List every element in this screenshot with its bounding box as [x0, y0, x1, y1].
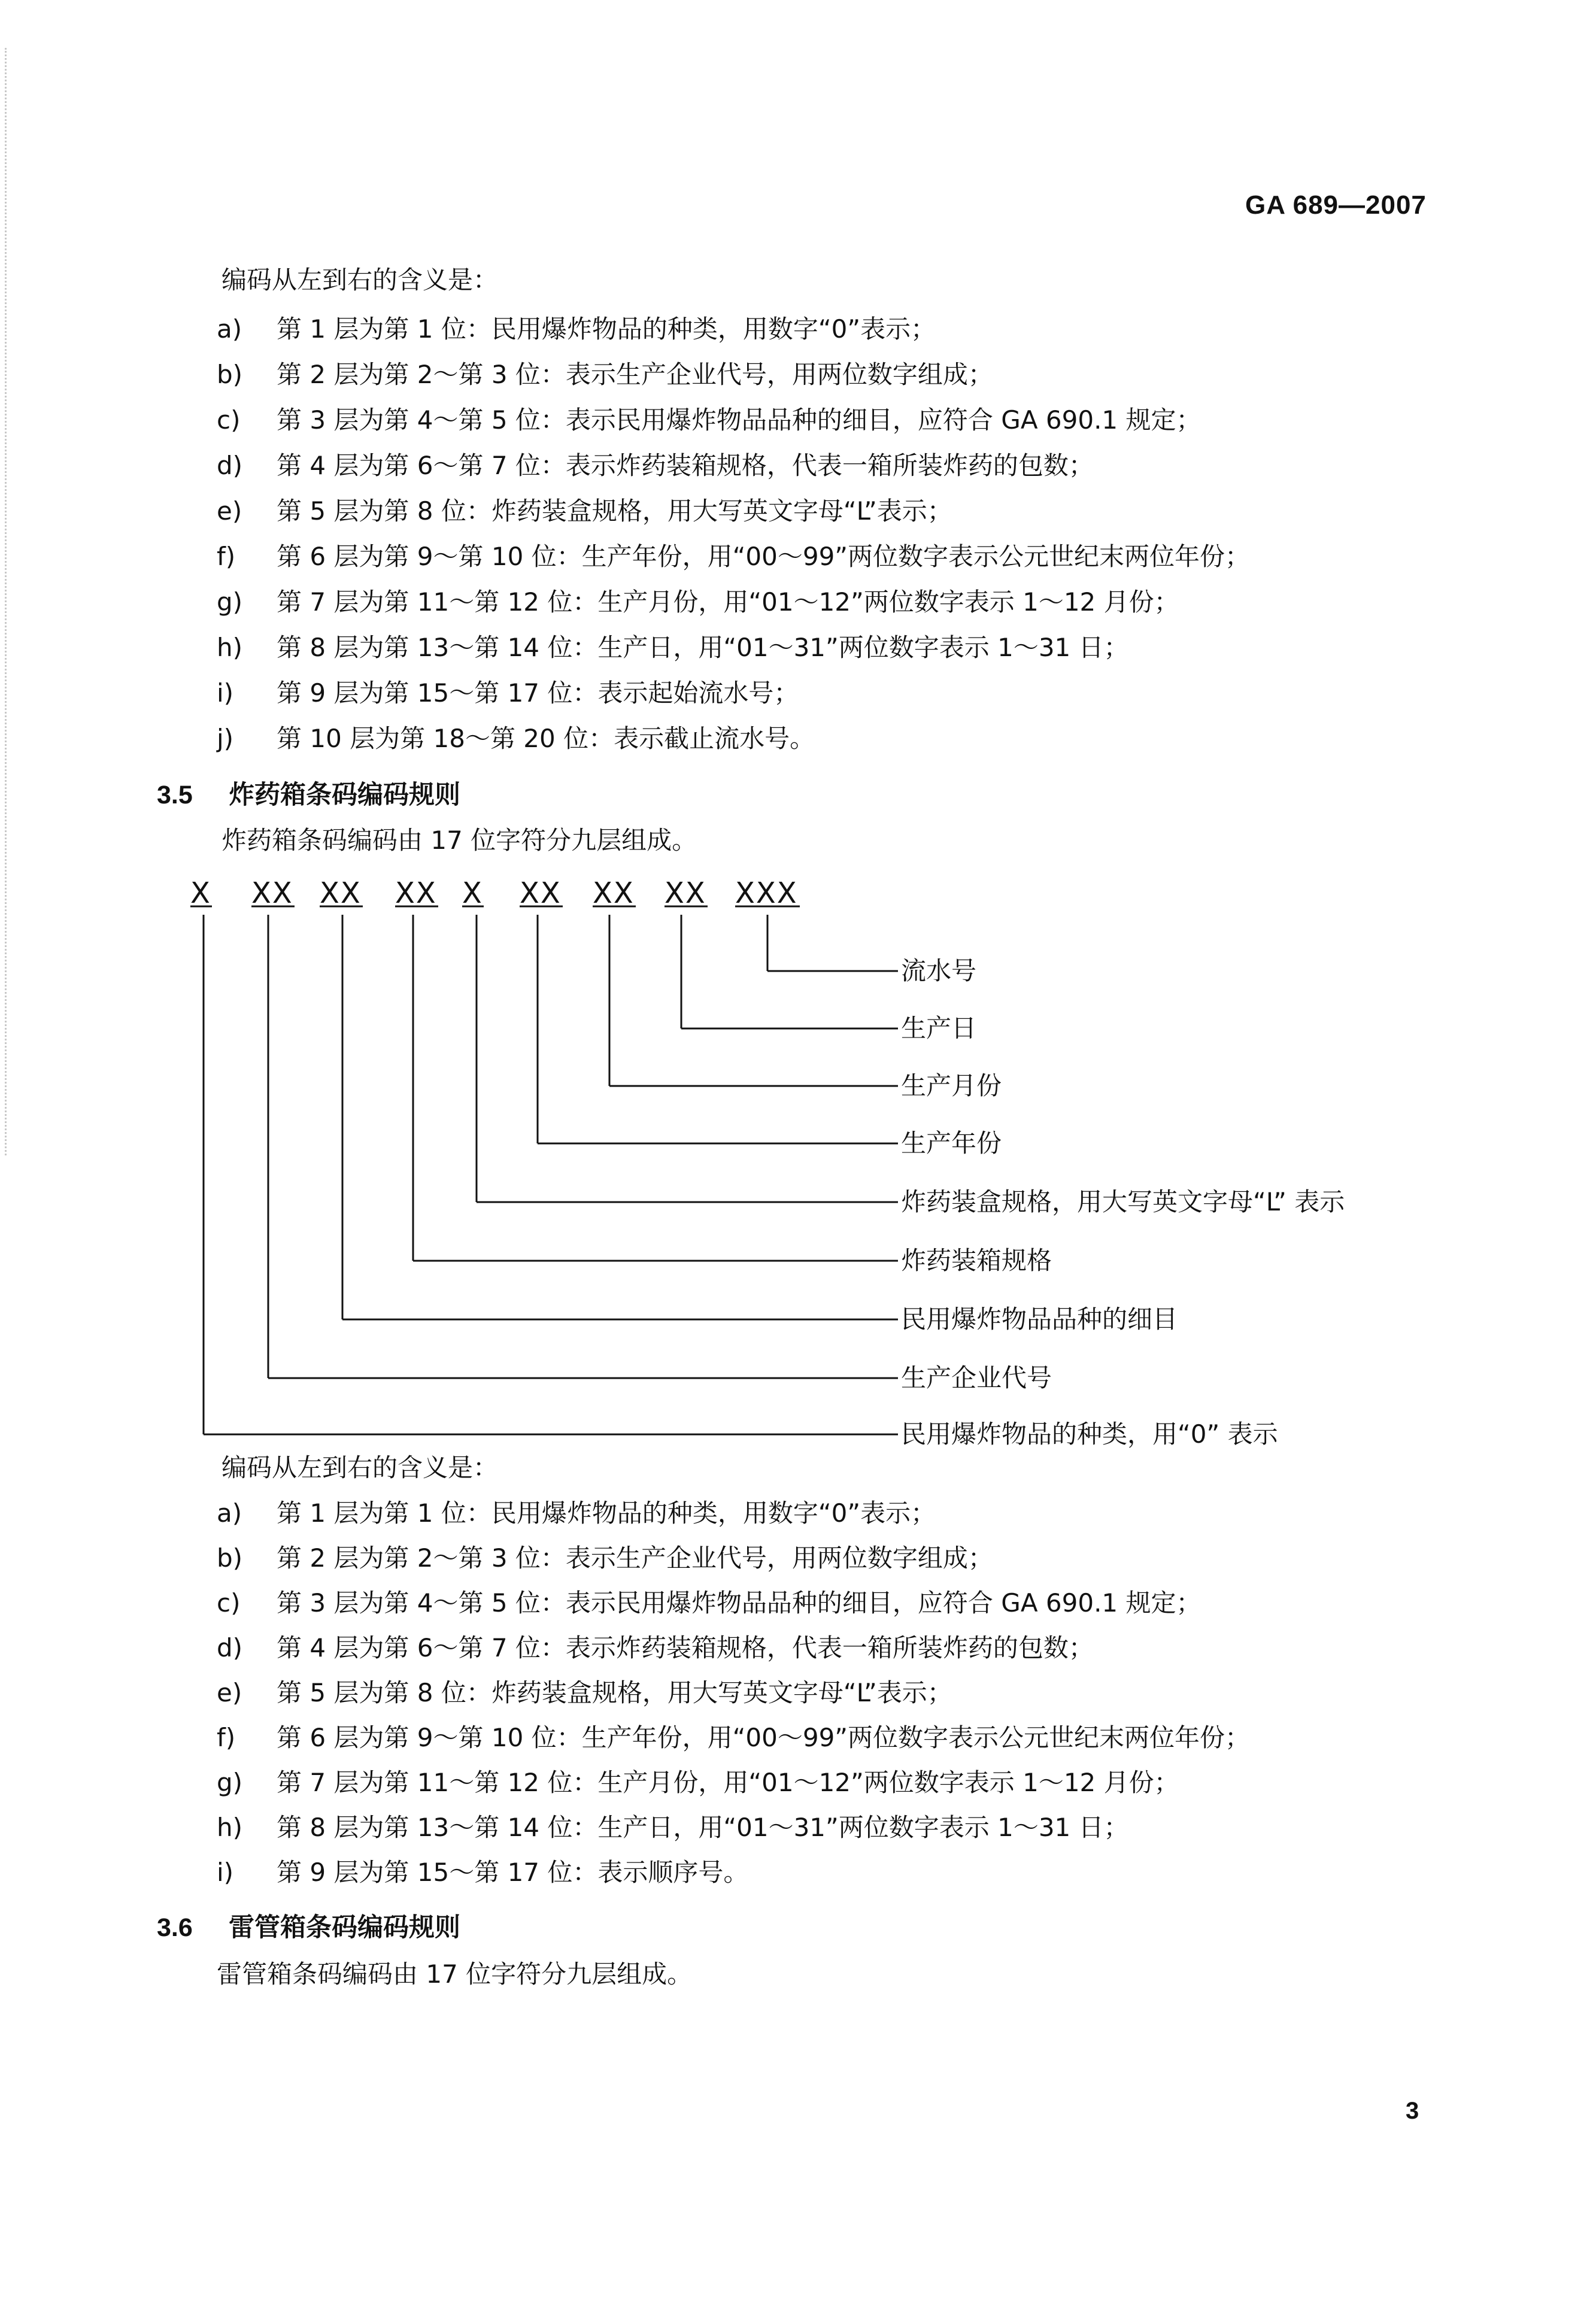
diagram-label-6: 炸药装箱规格 [901, 1246, 1052, 1275]
list-marker: e) [217, 1678, 242, 1707]
code-group-1: X [190, 876, 211, 910]
list-item [217, 1766, 1179, 1800]
list-text: 第 8 层为第 13～第 14 位：生产日，用“01～31”两位数字表示 1～31 日； [277, 1813, 1129, 1842]
list-item [217, 1542, 993, 1575]
code-group-4: XX [395, 876, 437, 910]
list-marker: b) [217, 1543, 243, 1573]
list-marker: j) [217, 724, 234, 753]
block1-intro: 编码从左到右的含义是： [222, 265, 499, 295]
diagram-label-1: 流水号 [901, 956, 977, 985]
list-item [217, 1497, 936, 1530]
list-text: 第 9 层为第 15～第 17 位：表示顺序号。 [277, 1858, 749, 1887]
list-marker: i) [217, 678, 234, 708]
code-group-3: XX [320, 876, 362, 910]
diagram-label-9: 民用爆炸物品的种类，用“0” 表示 [901, 1419, 1278, 1449]
list-item [217, 1586, 1201, 1620]
list-text: 第 9 层为第 15～第 17 位：表示起始流水号； [277, 678, 799, 708]
diagram-label-7: 民用爆炸物品品种的细目 [901, 1304, 1178, 1334]
diagram-label-5: 炸药装盒规格，用大写英文字母“L” 表示 [901, 1187, 1345, 1216]
code-group-5: X [462, 876, 483, 910]
section-3-5-description: 炸药箱条码编码由 17 位字符分九层组成。 [222, 826, 697, 855]
list-marker: e) [217, 496, 242, 526]
list-marker: g) [217, 587, 243, 617]
diagram-label-3: 生产月份 [901, 1071, 1002, 1100]
list-text: 第 10 层为第 18～第 20 位：表示截止流水号。 [277, 724, 815, 753]
code-group-8: XX [665, 876, 706, 910]
code-group-9: XXX [735, 876, 798, 910]
section-number: 3.6 [157, 1913, 193, 1942]
list-text: 第 5 层为第 8 位：炸药装盒规格，用大写英文字母“L”表示； [277, 496, 952, 526]
list-text: 第 4 层为第 6～第 7 位：表示炸药装箱规格，代表一箱所装炸药的包数； [277, 451, 1094, 480]
code-group-6: XX [520, 876, 562, 910]
list-marker: b) [217, 360, 243, 389]
list-text: 第 1 层为第 1 位：民用爆炸物品的种类，用数字“0”表示； [277, 1498, 936, 1528]
code-group-2: XX [251, 876, 293, 910]
list-marker: a) [217, 1498, 242, 1528]
list-text: 第 6 层为第 9～第 10 位：生产年份，用“00～99”两位数字表示公元世纪末两位年份； [277, 1723, 1251, 1752]
diagram-label-4: 生产年份 [901, 1128, 1002, 1158]
list-item [217, 1631, 1094, 1665]
list-item [217, 1721, 1250, 1755]
list-text: 第 3 层为第 4～第 5 位：表示民用爆炸物品品种的细目，应符合 GA 690.1 规定； [277, 405, 1201, 435]
list-text: 第 7 层为第 11～第 12 位：生产月份，用“01～12”两位数字表示 1～12 月份； [277, 1768, 1179, 1797]
list-text: 第 3 层为第 4～第 5 位：表示民用爆炸物品品种的细目，应符合 GA 690.1 规定； [277, 1588, 1201, 1618]
page-number: 3 [1406, 2098, 1419, 2124]
list-marker: i) [217, 1858, 234, 1887]
list-marker: h) [217, 633, 243, 662]
block2-intro: 编码从左到右的含义是： [222, 1453, 499, 1482]
list-text: 第 4 层为第 6～第 7 位：表示炸药装箱规格，代表一箱所装炸药的包数； [277, 1633, 1094, 1662]
code-group-7: XX [593, 876, 635, 910]
list-marker: c) [217, 1588, 241, 1618]
section-3-6-description: 雷管箱条码编码由 17 位字符分九层组成。 [217, 1959, 693, 1989]
section-title: 雷管箱条码编码规则 [229, 1913, 460, 1943]
list-item [217, 1856, 748, 1889]
list-item [217, 1676, 952, 1710]
list-item [217, 1811, 1129, 1844]
list-marker: f) [217, 542, 236, 571]
section-3-6-heading [157, 1911, 460, 1944]
diagram-label-2: 生产日 [901, 1014, 977, 1043]
diagram-label-8: 生产企业代号 [901, 1363, 1052, 1392]
list-marker: g) [217, 1768, 243, 1797]
list-text: 第 8 层为第 13～第 14 位：生产日，用“01～31”两位数字表示 1～31 日； [277, 633, 1129, 662]
list-text: 第 7 层为第 11～第 12 位：生产月份，用“01～12”两位数字表示 1～12 月份； [277, 587, 1179, 617]
list-marker: a) [217, 314, 242, 344]
list-marker: h) [217, 1813, 243, 1842]
list-marker: f) [217, 1723, 236, 1752]
list-text: 第 6 层为第 9～第 10 位：生产年份，用“00～99”两位数字表示公元世纪末两位年份； [277, 542, 1251, 571]
list-text: 第 1 层为第 1 位：民用爆炸物品的种类，用数字“0”表示； [277, 314, 936, 344]
standard-code: GA 689—2007 [1245, 190, 1427, 220]
list-text: 第 5 层为第 8 位：炸药装盒规格，用大写英文字母“L”表示； [277, 1678, 952, 1707]
section-number: 3.5 [157, 781, 193, 809]
list-marker: d) [217, 1633, 243, 1662]
list-text: 第 2 层为第 2～第 3 位：表示生产企业代号，用两位数字组成； [277, 1543, 993, 1573]
list-text: 第 2 层为第 2～第 3 位：表示生产企业代号，用两位数字组成； [277, 360, 993, 389]
list-marker: c) [217, 405, 241, 435]
section-title: 炸药箱条码编码规则 [229, 780, 460, 810]
list-marker: d) [217, 451, 243, 480]
